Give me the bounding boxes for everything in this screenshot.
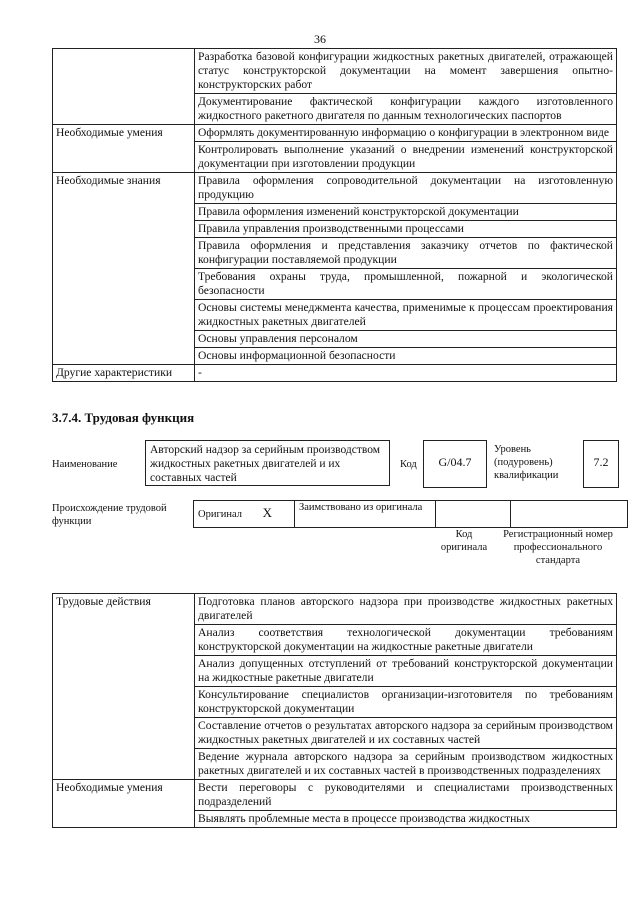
table-row — [53, 173, 617, 204]
row-text: Оформлять документированную информацию о конфигурации в электронном виде — [195, 125, 617, 142]
original-cell — [194, 501, 295, 528]
table-row — [53, 594, 617, 625]
row-text: Документирование фактической конфигурации каждого изготовленного жидкостного ракетного двигателя по данным технологических паспортов — [195, 94, 617, 125]
table-row — [53, 125, 617, 142]
row-text: Правила оформления изменений конструкторской документации — [195, 204, 617, 221]
row-text: Ведение журнала авторского надзора за серийным производством жидкостных ракетных двигателей и их составных частей в производственных подразделениях — [195, 749, 617, 780]
row-label — [53, 49, 195, 125]
row-text: Основы системы менеджмента качества, применимые к процессам проектирования жидкостных ракетных двигателей — [195, 300, 617, 331]
row-text: Консультирование специалистов организации-изготовителя по требованиям конструкторской документации — [195, 687, 617, 718]
function-name-box — [145, 440, 390, 486]
row-text: Правила оформления и представления заказчику отчетов по фактической конфигурации поставляемой продукции — [195, 238, 617, 269]
table-row — [53, 365, 617, 382]
level-box — [583, 440, 619, 488]
row-text: - — [195, 365, 617, 382]
row-label: Трудовые действия — [53, 594, 195, 780]
row-label: Необходимые умения — [53, 780, 195, 828]
row-text: Вести переговоры с руководителями и специалистами производственных подразделений — [195, 780, 617, 811]
original-label: Оригинал — [198, 509, 242, 520]
code-original-caption: Код оригинала — [440, 529, 488, 553]
level-value: 7.2 — [593, 455, 609, 469]
code-value: G/04.7 — [438, 455, 472, 469]
row-text: Контролировать выполнение указаний о внедрении изменений конструкторской документации при изготовлении продукции — [195, 142, 617, 173]
row-text: Выявлять проблемные места в процессе производства жидкостных — [195, 811, 617, 828]
origin-label: Происхождение трудовой функции — [52, 503, 167, 527]
row-text: Правила оформления сопроводительной документации на изготовленную продукцию — [195, 173, 617, 204]
reg-number-cell — [511, 501, 628, 528]
requirements-table — [52, 48, 617, 382]
table-row — [53, 780, 617, 811]
table-row — [53, 49, 617, 94]
row-text: Требования охраны труда, промышленной, пожарной и экологической безопасности — [195, 269, 617, 300]
row-text: Составление отчетов о результатах авторского надзора за серийным производством жидкостных ракетных двигателей и их составных частей — [195, 718, 617, 749]
original-mark: X — [262, 505, 273, 520]
row-text: Анализ допущенных отступлений от требований конструкторской документации на жидкостные ракетные двигатели — [195, 656, 617, 687]
row-text: Анализ соответствия технологической документации требованиям конструкторской документации на жидкостные ракетные двигатели — [195, 625, 617, 656]
page-number: 36 — [314, 32, 326, 46]
row-label: Необходимые умения — [53, 125, 195, 173]
row-text: Подготовка планов авторского надзора при производстве жидкостных ракетных двигателей — [195, 594, 617, 625]
section-title: 3.7.4. Трудовая функция — [52, 410, 195, 425]
borrowed-cell — [295, 501, 436, 528]
code-original-cell — [436, 501, 511, 528]
function-name-value: Авторский надзор за серийным производством жидкостных ракетных двигателей и их составных частей — [150, 444, 381, 484]
row-text: Основы информационной безопасности — [195, 348, 617, 365]
actions-table — [52, 593, 617, 828]
row-text: Разработка базовой конфигурации жидкостных ракетных двигателей, отражающей статус конструкторской документации на момент завершения опытно-конструкторских работ — [195, 49, 617, 94]
code-label: Код — [400, 459, 417, 470]
row-label: Другие характеристики — [53, 365, 195, 382]
row-text: Правила управления производственными процессами — [195, 221, 617, 238]
row-label: Необходимые знания — [53, 173, 195, 365]
row-text: Основы управления персоналом — [195, 331, 617, 348]
borrowed-label: Заимствовано из оригинала — [299, 502, 423, 513]
level-label: Уровень (подуровень) квалификации — [494, 444, 559, 481]
code-box — [423, 440, 487, 488]
origin-table — [193, 500, 628, 528]
name-label: Наименование — [52, 459, 118, 470]
reg-number-caption: Регистрационный номер профессионального стандарта — [503, 529, 613, 566]
